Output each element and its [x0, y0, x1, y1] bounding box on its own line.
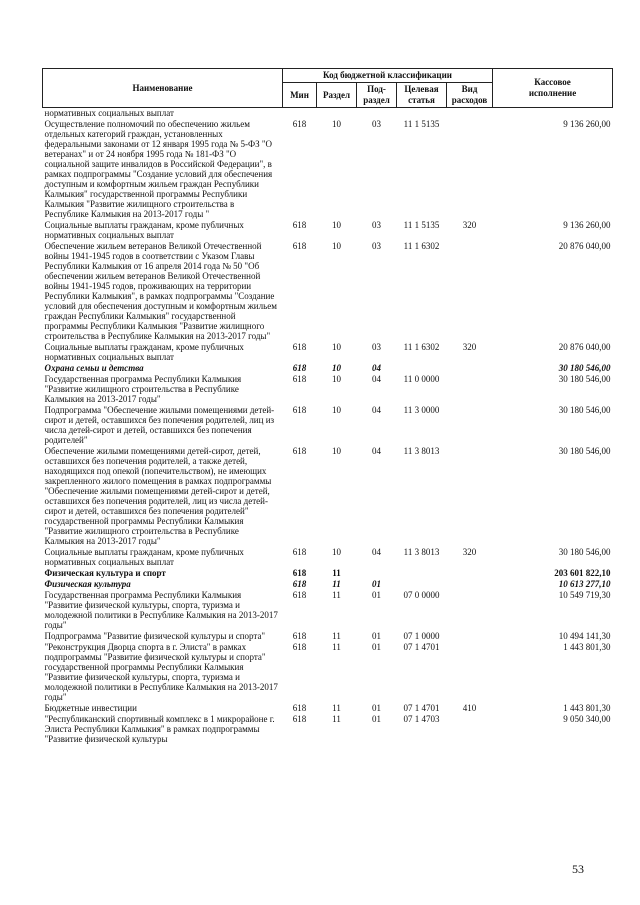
cell-min: 618: [292, 374, 307, 384]
cell-name: Подпрограмма "Развитие физической культуры и спорта": [44, 631, 266, 641]
cell-name: Обеспечение жилыми помещениями детей-сирот, детей, оставшихся без попечения родителей, а также детей, находящихся под опекой (попечительством), не имеющих закрепленного жилого помещения в рамках подпрограммы "Обеспечение жилыми помещениями детей-сирот и детей, оставшихся без попечения родителей, лиц из числа детей-сирот и детей, оставшихся без попечения родителей" государственной программы Республики Калмыкия "Развитие жилищного строительства в Республике Калмыкия на 2013-2017 годы": [44, 446, 272, 546]
cell-vid: [447, 579, 493, 590]
cell-razdel: 11: [332, 642, 341, 652]
cell-razdel: 11: [332, 631, 341, 641]
table-row: [43, 631, 613, 642]
cell-min: 618: [292, 241, 307, 251]
cell-podrazdel: 03: [372, 220, 381, 230]
cell-target: 07 1 0000: [403, 631, 440, 641]
cell-vid: 410: [462, 703, 477, 713]
cell-podrazdel: 03: [372, 342, 381, 352]
cell-name: Социальные выплаты гражданам, кроме публичных нормативных социальных выплат: [44, 342, 244, 362]
cell-target: [397, 579, 447, 590]
cell-razdel: 10: [332, 342, 341, 352]
cell-name: Охрана семьи и детства: [44, 363, 144, 373]
cell-podrazdel: 01: [372, 631, 381, 641]
budget-table-page: [42, 68, 612, 745]
table-row: [43, 342, 613, 363]
header-razdel: Раздел: [317, 83, 357, 108]
cell-podrazdel: 03: [372, 119, 381, 129]
cell-amount: 1 443 801,30: [563, 642, 611, 652]
cell-razdel: 10: [332, 374, 341, 384]
cell-podrazdel: [357, 108, 397, 120]
cell-vid: [447, 241, 493, 342]
cell-min: 618: [292, 342, 307, 352]
cell-min: 618: [292, 590, 307, 600]
cell-name: Подпрограмма "Обеспечение жилыми помещениями детей-сирот и детей, оставшихся без попечения родителей, лиц из числа детей-сирот и детей, оставшихся без попечения родителей": [44, 405, 275, 445]
cell-name: нормативных социальных выплат: [44, 108, 174, 118]
table-row: [43, 579, 613, 590]
cell-razdel: 10: [332, 220, 341, 230]
cell-vid: 320: [462, 220, 477, 230]
cell-amount: 30 180 546,00: [558, 547, 611, 557]
cell-min: 618: [292, 568, 307, 578]
cell-amount: 10 549 719,30: [558, 590, 611, 600]
cell-target: 11 1 6302: [403, 342, 440, 352]
cell-target: [397, 363, 447, 374]
cell-min: 618: [292, 446, 307, 456]
cell-target: 11 3 8013: [403, 547, 440, 557]
cell-target: 11 1 6302: [403, 241, 440, 251]
cell-amount: 30 180 546,00: [558, 374, 611, 384]
cell-target: 11 1 5135: [403, 119, 440, 129]
cell-amount: 203 601 822,10: [554, 568, 611, 578]
cell-podrazdel: [357, 568, 397, 579]
cell-min: 618: [292, 714, 307, 724]
cell-vid: [447, 568, 493, 579]
header-target: Целевая статья: [397, 83, 447, 108]
cell-min: 618: [292, 119, 307, 129]
table-row: [43, 568, 613, 579]
cell-razdel: 11: [332, 714, 341, 724]
table-row: [43, 119, 613, 220]
cell-razdel: 10: [332, 547, 341, 557]
table-row: [43, 547, 613, 568]
cell-vid: [447, 642, 493, 703]
cell-vid: [447, 374, 493, 405]
cell-name: "Реконструкция Дворца спорта в г. Элиста" в рамках подпрограммы "Развитие физической культуры и спорта" государственной программы Республики Калмыкия "Развитие физической культуры, спорта, туризма и молодежной политики в Республике Калмыкия на 2013-2017 годы": [44, 642, 278, 702]
cell-podrazdel: 03: [372, 241, 381, 251]
cell-vid: 320: [462, 547, 477, 557]
header-name: Наименование: [43, 69, 283, 108]
cell-min: 618: [292, 405, 307, 415]
cell-vid: [447, 363, 493, 374]
cell-name: Государственная программа Республики Калмыкия "Развитие жилищного строительства в Республике Калмыкия на 2013-2017 годы": [44, 374, 242, 404]
cell-min: 618: [292, 579, 307, 589]
cell-name: Осуществление полномочий по обеспечению жильем отдельных категорий граждан, установленных федеральными законами от 12 января 1995 года № 5-ФЗ "О ветеранах" и от 24 ноября 1995 года № 181-ФЗ "О социальной защите инвалидов в Российской Федерации", в рамках подпрограммы "Создание условий для обеспечения доступным и комфортным жильем граждан Республики Калмыкия" государственной программы Республики Калмыкия "Развитие жилищного строительства в Республике Калмыкия на 2013-2017 годы ": [44, 119, 273, 219]
cell-vid: [447, 108, 493, 120]
cell-target: 07 1 4703: [403, 714, 440, 724]
cell-amount: 30 180 546,00: [558, 363, 611, 373]
cell-vid: [447, 119, 493, 220]
cell-podrazdel: 01: [372, 642, 381, 652]
table-row: [43, 241, 613, 342]
cell-target: 07 1 4701: [403, 642, 440, 652]
cell-razdel: 11: [332, 579, 341, 589]
cell-podrazdel: 04: [372, 374, 381, 384]
cell-name: "Республиканский спортивный комплекс в 1 микрорайоне г. Элиста Республики Калмыкия" в рамках подпрограммы "Развитие физической культуры: [44, 714, 275, 744]
cell-vid: [447, 631, 493, 642]
cell-name: Физическая культура и спорт: [44, 568, 166, 578]
cell-name: Обеспечение жильем ветеранов Великой Отечественной войны 1941-1945 годов в соответствии с Указом Главы Республики Калмыкия от 16 апреля 2014 года № 50 "Об обеспечении жильем ветеранов Великой Отечественной войны 1941-1945 годов, проживающих на территории Республики Калмыкия", в рамках подпрограммы "Создание условий для обеспечения доступным и комфортным жильем граждан Республики Калмыкия" государственной программы Республики Калмыкия "Развитие жилищного строительства в Республике Калмыкия на 2013-2017 годы": [44, 241, 277, 341]
cell-min: 618: [292, 642, 307, 652]
table-row: [43, 363, 613, 374]
cell-target: 07 0 0000: [403, 590, 440, 600]
cell-razdel: 10: [332, 241, 341, 251]
cell-target: 11 3 0000: [403, 405, 440, 415]
table-row: [43, 703, 613, 714]
cell-razdel: 10: [332, 446, 341, 456]
cell-amount: 30 180 546,00: [558, 405, 611, 415]
cell-name: Государственная программа Республики Калмыкия "Развитие физической культуры, спорта, туризма и молодежной политики в Республике Калмыкия на 2013-2017 годы": [44, 590, 278, 630]
table-row: [43, 374, 613, 405]
cell-min: 618: [292, 631, 307, 641]
cell-podrazdel: 01: [372, 579, 381, 589]
cell-razdel: 11: [332, 590, 341, 600]
header-exec: Кассовое исполнение: [493, 69, 613, 108]
budget-table: [42, 68, 613, 745]
table-row: [43, 590, 613, 631]
cell-podrazdel: 01: [372, 703, 381, 713]
cell-min: 618: [292, 220, 307, 230]
cell-amount: 10 494 141,30: [558, 631, 611, 641]
cell-razdel: [317, 108, 357, 120]
cell-podrazdel: 01: [372, 590, 381, 600]
cell-vid: [447, 590, 493, 631]
cell-target: 07 1 4701: [403, 703, 440, 713]
cell-min: 618: [292, 547, 307, 557]
cell-razdel: 10: [332, 119, 341, 129]
header-min: Мин: [283, 83, 317, 108]
cell-razdel: 11: [332, 568, 341, 578]
table-row: [43, 642, 613, 703]
cell-razdel: 10: [332, 405, 341, 415]
cell-name: Социальные выплаты гражданам, кроме публичных нормативных социальных выплат: [44, 220, 244, 240]
cell-min: 618: [292, 703, 307, 713]
cell-razdel: 11: [332, 703, 341, 713]
cell-amount: 1 443 801,30: [563, 703, 611, 713]
cell-podrazdel: 04: [372, 547, 381, 557]
cell-razdel: 10: [332, 363, 341, 373]
cell-vid: 320: [462, 342, 477, 352]
cell-amount: 9 136 260,00: [563, 119, 611, 129]
page-number: 53: [572, 862, 584, 876]
cell-target: 11 0 0000: [403, 374, 440, 384]
cell-amount: 10 613 277,10: [558, 579, 611, 589]
header-code-group: Код бюджетной классификации: [283, 69, 493, 83]
cell-podrazdel: 01: [372, 714, 381, 724]
table-row: [43, 714, 613, 745]
table-row: [43, 220, 613, 241]
cell-name: Бюджетные инвестиции: [44, 703, 137, 713]
cell-target: 11 1 5135: [403, 220, 440, 230]
cell-target: [397, 568, 447, 579]
cell-amount: 20 876 040,00: [558, 241, 611, 251]
cell-name: Социальные выплаты гражданам, кроме публичных нормативных социальных выплат: [44, 547, 244, 567]
cell-target: 11 3 8013: [403, 446, 440, 456]
table-body: [43, 108, 613, 746]
cell-amount: [493, 108, 613, 120]
cell-podrazdel: 04: [372, 363, 381, 373]
table-row: [43, 108, 613, 120]
header-podrazdel: Под- раздел: [357, 83, 397, 108]
cell-podrazdel: 04: [372, 405, 381, 415]
cell-amount: 30 180 546,00: [558, 446, 611, 456]
cell-vid: [447, 405, 493, 446]
cell-vid: [447, 714, 493, 745]
table-row: [43, 446, 613, 547]
cell-amount: 9 050 340,00: [563, 714, 611, 724]
cell-target: [397, 108, 447, 120]
cell-name: Физическая культура: [44, 579, 131, 589]
header-vid: Вид расходов: [447, 83, 493, 108]
cell-vid: [447, 446, 493, 547]
cell-podrazdel: 04: [372, 446, 381, 456]
cell-amount: 9 136 260,00: [563, 220, 611, 230]
table-row: [43, 405, 613, 446]
cell-min: [283, 108, 317, 120]
cell-min: 618: [292, 363, 307, 373]
cell-amount: 20 876 040,00: [558, 342, 611, 352]
